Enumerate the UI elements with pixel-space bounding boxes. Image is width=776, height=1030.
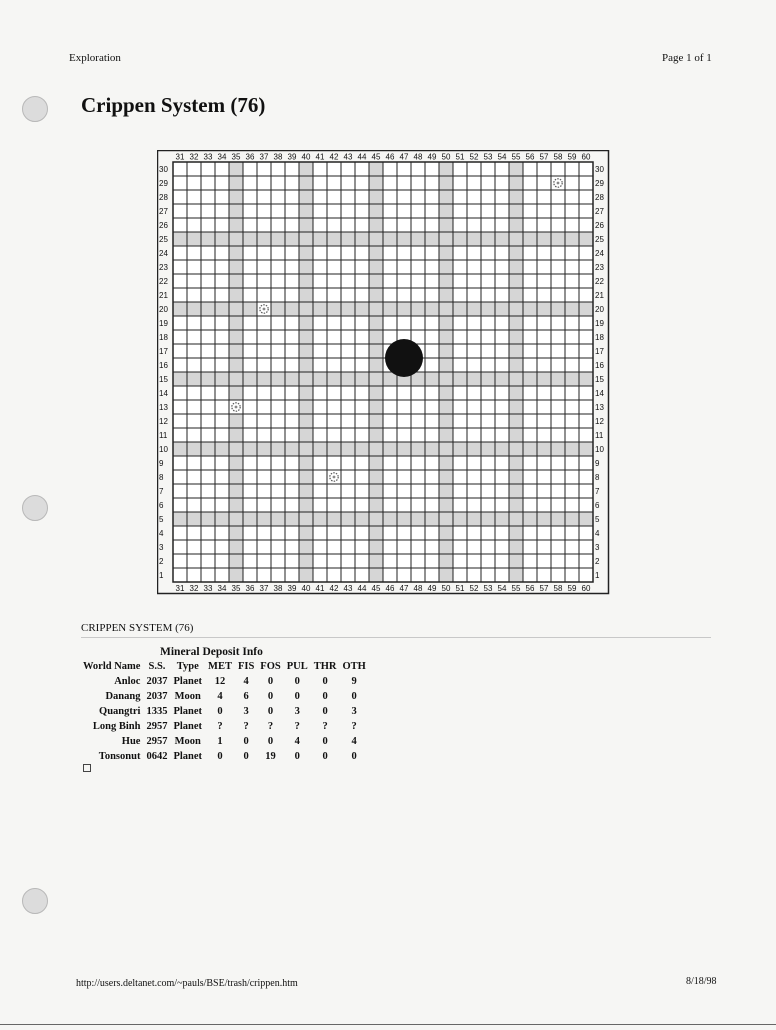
table-cell: 0 <box>217 751 223 762</box>
y-tick-label: 18 <box>159 333 168 342</box>
checkbox-icon[interactable] <box>83 764 91 772</box>
column-header: THR <box>313 661 337 672</box>
mineral-heading: Mineral Deposit Info <box>160 646 263 658</box>
y-tick-label: 28 <box>595 193 604 202</box>
y-tick-label: 7 <box>595 487 600 496</box>
x-tick-label: 45 <box>371 152 381 162</box>
x-tick-label: 54 <box>497 584 507 593</box>
table-cell: 0 <box>351 751 357 762</box>
table-cell: 9 <box>351 676 357 687</box>
x-tick-label: 53 <box>483 152 493 162</box>
x-tick-label: 59 <box>567 152 577 162</box>
x-tick-label: 32 <box>189 584 199 593</box>
x-tick-label: 49 <box>427 584 437 593</box>
x-tick-label: 40 <box>301 152 311 162</box>
y-tick-label: 15 <box>159 375 168 384</box>
y-tick-label: 16 <box>595 361 604 370</box>
x-tick-label: 42 <box>329 584 339 593</box>
y-tick-label: 24 <box>595 249 604 258</box>
y-tick-label: 11 <box>595 431 604 440</box>
y-tick-label: 6 <box>159 501 164 510</box>
y-tick-label: 22 <box>159 277 168 286</box>
x-tick-label: 45 <box>371 584 381 593</box>
x-tick-label: 37 <box>259 584 269 593</box>
world-core-icon <box>263 308 266 311</box>
table-cell: 1 <box>217 736 223 747</box>
x-tick-label: 49 <box>427 152 437 162</box>
y-tick-label: 5 <box>595 515 600 524</box>
table-cell: 2037 <box>146 691 168 702</box>
y-tick-label: 8 <box>595 473 600 482</box>
table-cell: 0 <box>322 706 328 717</box>
table-cell: Quangtri <box>99 706 141 717</box>
column-header: S.S. <box>148 661 166 672</box>
x-tick-label: 44 <box>357 584 367 593</box>
y-tick-label: 19 <box>595 319 604 328</box>
y-tick-label: 14 <box>595 389 604 398</box>
x-tick-label: 51 <box>455 584 465 593</box>
table-cell: ? <box>322 721 328 732</box>
y-tick-label: 24 <box>159 249 168 258</box>
y-tick-label: 10 <box>159 445 168 454</box>
y-tick-label: 27 <box>159 207 168 216</box>
x-tick-label: 56 <box>525 584 535 593</box>
y-tick-label: 26 <box>159 221 168 230</box>
divider <box>81 637 711 638</box>
table-cell: 0 <box>294 751 300 762</box>
x-tick-label: 55 <box>511 152 521 162</box>
y-tick-label: 25 <box>159 235 168 244</box>
x-tick-label: 58 <box>553 152 563 162</box>
punch-hole-icon <box>22 495 48 521</box>
punch-hole-icon <box>22 888 48 914</box>
y-tick-label: 30 <box>595 165 604 174</box>
world-core-icon <box>235 406 238 409</box>
x-tick-label: 48 <box>413 152 423 162</box>
y-tick-label: 3 <box>159 543 164 552</box>
x-tick-label: 47 <box>399 584 409 593</box>
table-cell: 2037 <box>146 676 168 687</box>
table-cell: 0 <box>217 706 223 717</box>
y-tick-label: 3 <box>595 543 600 552</box>
x-tick-label: 60 <box>581 152 591 162</box>
x-tick-label: 57 <box>539 584 549 593</box>
x-tick-label: 41 <box>315 584 325 593</box>
table-cell: Moon <box>174 691 201 702</box>
x-tick-label: 33 <box>203 584 213 593</box>
punch-hole-icon <box>22 96 48 122</box>
column-header: World Name <box>83 661 141 672</box>
x-tick-label: 58 <box>553 584 563 593</box>
table-cell: 0 <box>267 706 274 717</box>
table-cell: 2957 <box>146 721 168 732</box>
x-tick-label: 47 <box>399 152 409 162</box>
table-cell: Tonsonut <box>98 751 141 762</box>
world-core-icon <box>333 476 336 479</box>
x-tick-label: 33 <box>203 152 213 162</box>
y-tick-label: 11 <box>159 431 168 440</box>
x-tick-label: 38 <box>273 152 283 162</box>
world-core-icon <box>557 182 560 185</box>
table-cell: 0642 <box>146 751 168 762</box>
y-tick-label: 10 <box>595 445 604 454</box>
y-tick-label: 28 <box>159 193 168 202</box>
y-tick-label: 12 <box>595 417 604 426</box>
x-tick-label: 50 <box>441 584 451 593</box>
x-tick-label: 37 <box>259 152 269 162</box>
system-map <box>157 150 613 598</box>
x-tick-label: 55 <box>511 584 521 593</box>
column-header: Type <box>176 661 199 672</box>
table-cell: 4 <box>217 691 223 702</box>
table-cell: 6 <box>243 691 249 702</box>
mineral-header-row <box>80 659 369 674</box>
table-cell: 3 <box>243 706 249 717</box>
table-row <box>80 719 369 734</box>
table-cell: Planet <box>173 706 203 717</box>
table-cell: 0 <box>351 691 357 702</box>
table-cell: 0 <box>243 736 249 747</box>
table-row <box>80 734 369 749</box>
x-tick-label: 52 <box>469 152 479 162</box>
x-tick-label: 36 <box>245 584 255 593</box>
table-cell: Planet <box>173 751 203 762</box>
y-tick-label: 20 <box>159 305 168 314</box>
table-cell: 0 <box>267 676 274 687</box>
y-tick-label: 21 <box>595 291 604 300</box>
y-tick-label: 2 <box>595 557 600 566</box>
y-tick-label: 5 <box>159 515 164 524</box>
page-header-left: Exploration <box>69 52 121 64</box>
x-tick-label: 36 <box>245 152 255 162</box>
x-tick-label: 44 <box>357 152 367 162</box>
page-header-right: Page 1 of 1 <box>662 52 712 64</box>
table-row <box>80 674 369 689</box>
y-tick-label: 17 <box>159 347 168 356</box>
y-tick-label: 8 <box>159 473 164 482</box>
table-cell: Planet <box>173 676 203 687</box>
y-tick-label: 18 <box>595 333 604 342</box>
y-tick-label: 14 <box>159 389 168 398</box>
table-cell: 3 <box>294 706 300 717</box>
column-header: PUL <box>286 661 308 672</box>
x-tick-label: 34 <box>217 584 227 593</box>
table-cell: Anloc <box>114 676 141 687</box>
y-tick-label: 7 <box>159 487 164 496</box>
x-tick-label: 46 <box>385 584 395 593</box>
x-tick-label: 38 <box>273 584 283 593</box>
y-tick-label: 27 <box>595 207 604 216</box>
x-tick-label: 43 <box>343 584 353 593</box>
x-tick-label: 35 <box>231 152 241 162</box>
column-header: FOS <box>260 661 281 672</box>
y-tick-label: 29 <box>159 179 168 188</box>
page-title: Crippen System (76) <box>81 93 266 117</box>
table-row <box>80 704 369 719</box>
y-tick-label: 9 <box>595 459 600 468</box>
table-cell: 0 <box>322 676 328 687</box>
y-tick-label: 22 <box>595 277 604 286</box>
table-cell: 2957 <box>146 736 168 747</box>
x-tick-label: 31 <box>175 152 185 162</box>
y-tick-label: 12 <box>159 417 168 426</box>
y-tick-label: 30 <box>159 165 168 174</box>
table-cell: ? <box>243 721 249 732</box>
table-cell: Danang <box>105 691 141 702</box>
y-tick-label: 1 <box>159 571 164 580</box>
table-cell: 0 <box>243 751 249 762</box>
x-tick-label: 52 <box>469 584 479 593</box>
table-cell: 0 <box>267 691 274 702</box>
x-tick-label: 39 <box>287 584 297 593</box>
table-cell: 19 <box>265 751 276 762</box>
x-tick-label: 53 <box>483 584 493 593</box>
y-tick-label: 4 <box>595 529 600 538</box>
y-tick-label: 23 <box>595 263 604 272</box>
y-tick-label: 4 <box>159 529 164 538</box>
table-cell: ? <box>351 721 357 732</box>
y-tick-label: 23 <box>159 263 168 272</box>
y-tick-label: 16 <box>159 361 168 370</box>
x-tick-label: 54 <box>497 152 507 162</box>
table-cell: 0 <box>267 736 274 747</box>
table-cell: 0 <box>294 676 300 687</box>
x-tick-label: 43 <box>343 152 353 162</box>
y-tick-label: 13 <box>595 403 604 412</box>
table-cell: Hue <box>121 736 141 747</box>
table-cell: 0 <box>322 691 328 702</box>
mineral-table <box>80 659 369 764</box>
table-cell: 0 <box>294 691 300 702</box>
y-tick-label: 1 <box>595 571 600 580</box>
x-tick-label: 46 <box>385 152 395 162</box>
x-tick-label: 40 <box>301 584 311 593</box>
x-tick-label: 56 <box>525 152 535 162</box>
x-tick-label: 60 <box>581 584 591 593</box>
y-tick-label: 6 <box>595 501 600 510</box>
x-tick-label: 34 <box>217 152 227 162</box>
x-tick-label: 42 <box>329 152 339 162</box>
x-tick-label: 48 <box>413 584 423 593</box>
star-icon <box>385 339 423 377</box>
y-tick-label: 15 <box>595 375 604 384</box>
x-tick-label: 35 <box>231 584 241 593</box>
y-tick-label: 2 <box>159 557 164 566</box>
table-cell: 4 <box>351 736 357 747</box>
y-tick-label: 21 <box>159 291 168 300</box>
y-tick-label: 26 <box>595 221 604 230</box>
table-row <box>80 689 369 704</box>
column-header: MET <box>208 661 232 672</box>
table-cell: 4 <box>243 676 249 687</box>
system-subtitle: CRIPPEN SYSTEM (76) <box>81 622 194 634</box>
table-cell: 4 <box>294 736 300 747</box>
bottom-edge <box>0 1024 776 1025</box>
y-tick-label: 17 <box>595 347 604 356</box>
table-cell: 1335 <box>146 706 168 717</box>
column-header: OTH <box>342 661 366 672</box>
y-tick-label: 25 <box>595 235 604 244</box>
table-cell: ? <box>294 721 300 732</box>
x-tick-label: 41 <box>315 152 325 162</box>
x-tick-label: 59 <box>567 584 577 593</box>
table-cell: 3 <box>351 706 357 717</box>
x-tick-label: 51 <box>455 152 465 162</box>
table-row <box>80 749 369 764</box>
x-tick-label: 31 <box>175 584 185 593</box>
table-cell: 12 <box>214 676 226 687</box>
table-cell: Long Binh <box>92 721 141 732</box>
table-cell: Moon <box>174 736 201 747</box>
x-tick-label: 39 <box>287 152 297 162</box>
y-tick-label: 20 <box>595 305 604 314</box>
y-tick-label: 9 <box>159 459 164 468</box>
footer-url[interactable]: http://users.deltanet.com/~pauls/BSE/trash/crippen.htm <box>76 978 298 989</box>
y-tick-label: 19 <box>159 319 168 328</box>
y-tick-label: 29 <box>595 179 604 188</box>
table-cell: 0 <box>322 736 328 747</box>
y-tick-label: 13 <box>159 403 168 412</box>
x-tick-label: 57 <box>539 152 549 162</box>
table-cell: ? <box>217 721 223 732</box>
column-header: FIS <box>237 661 255 672</box>
table-cell: ? <box>267 721 274 732</box>
x-tick-label: 32 <box>189 152 199 162</box>
footer-date: 8/18/98 <box>686 976 717 987</box>
table-cell: Planet <box>173 721 203 732</box>
x-tick-label: 50 <box>441 152 451 162</box>
table-cell: 0 <box>322 751 328 762</box>
